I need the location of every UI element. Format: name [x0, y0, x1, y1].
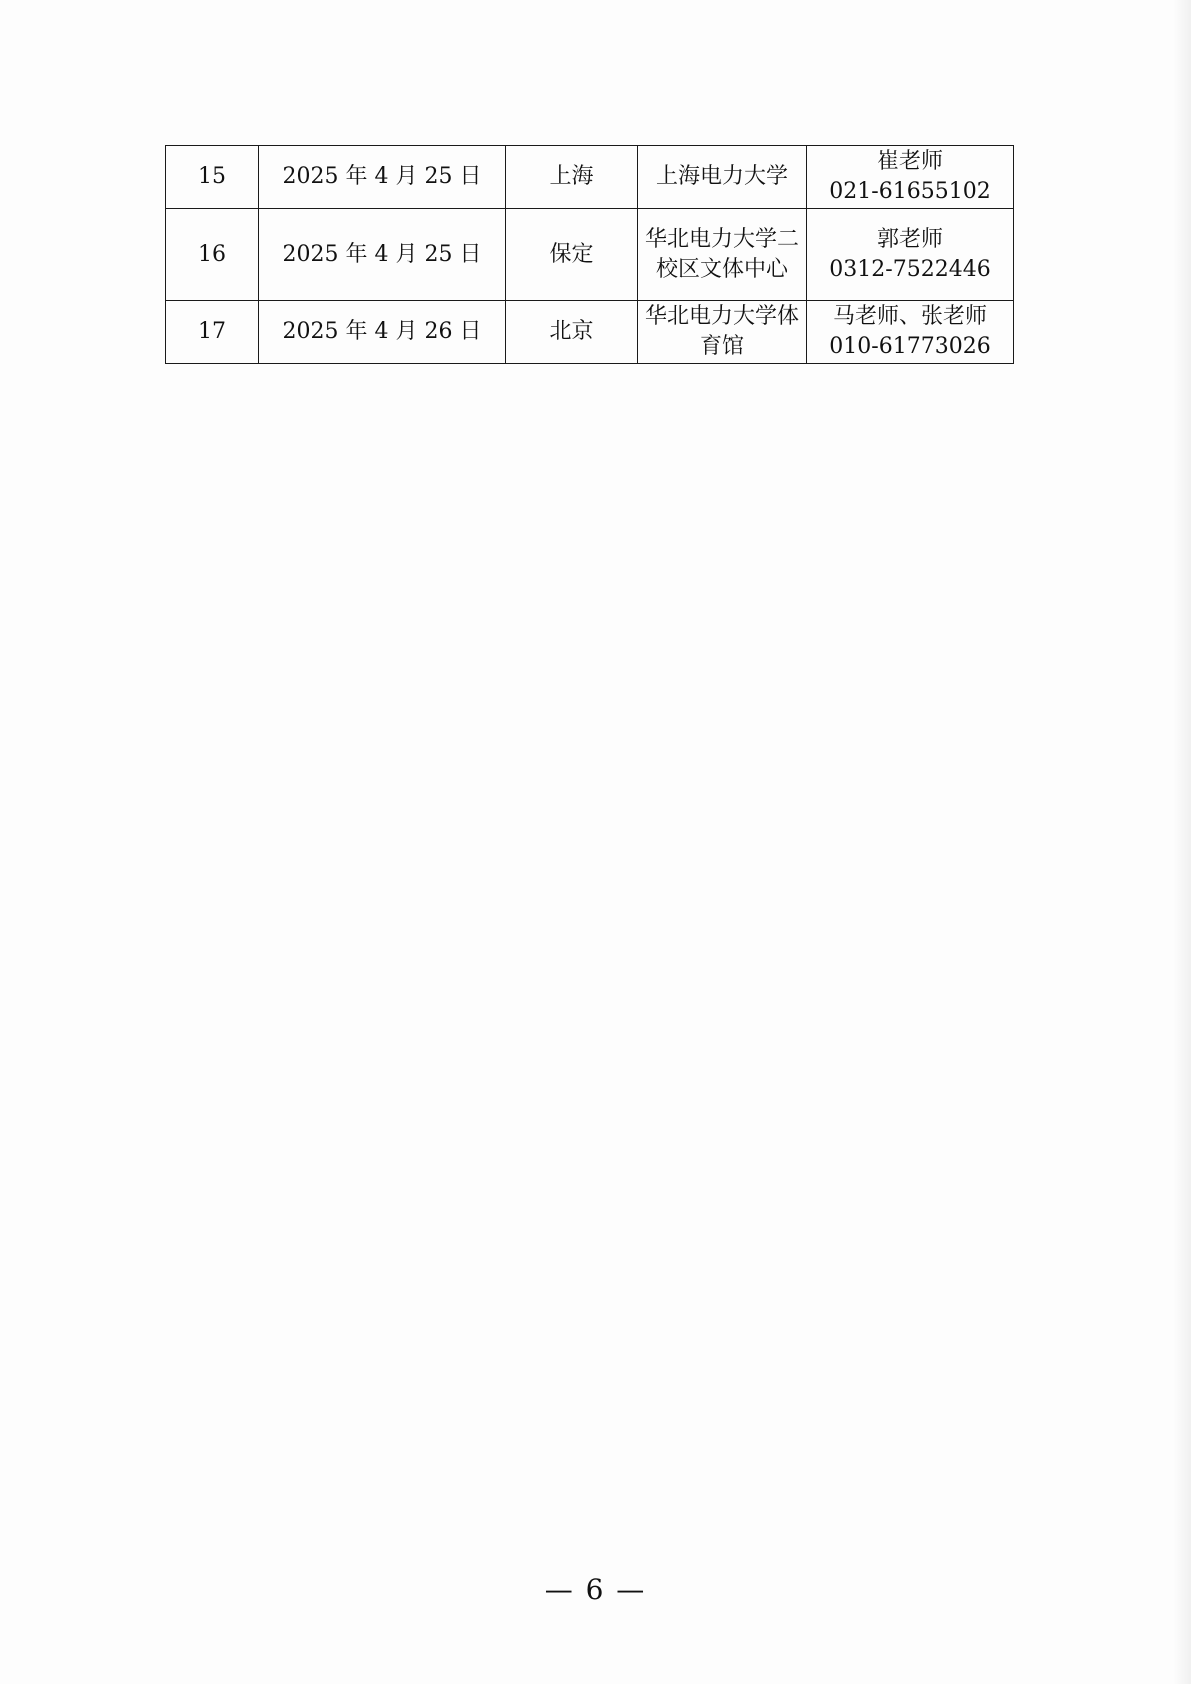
contact-name: 崔老师: [876, 149, 943, 174]
table-row: [166, 146, 1014, 209]
table-row: [166, 209, 1014, 301]
contact-phone: 021-61655102: [829, 179, 991, 204]
contact-cell: [807, 301, 1014, 364]
contact-cell: [807, 209, 1014, 301]
contact-name: 郭老师: [876, 226, 943, 252]
row-number-cell: 16: [166, 209, 259, 301]
contact-name: 马老师、张老师: [832, 304, 987, 329]
date-cell: 2025 年 4 月 26 日: [259, 301, 506, 364]
city-cell: 上海: [506, 146, 638, 209]
city-cell: 北京: [506, 301, 638, 364]
row-number-cell: 15: [166, 146, 259, 209]
city-cell: 保定: [506, 209, 638, 301]
page-edge-shadow: [1173, 0, 1191, 1684]
table-row: [166, 301, 1014, 364]
venue-cell: 华北电力大学体育馆: [638, 301, 807, 364]
contact-phone: 0312-7522446: [829, 256, 991, 282]
venue-cell: 上海电力大学: [638, 146, 807, 209]
contact-phone: 010-61773026: [829, 334, 991, 359]
row-number-cell: 17: [166, 301, 259, 364]
page-number: — 6 —: [544, 1573, 647, 1606]
date-cell: 2025 年 4 月 25 日: [259, 146, 506, 209]
venue-cell: 华北电力大学二校区文体中心: [638, 209, 807, 301]
schedule-table: [165, 145, 1014, 364]
date-cell: 2025 年 4 月 25 日: [259, 209, 506, 301]
contact-cell: [807, 146, 1014, 209]
